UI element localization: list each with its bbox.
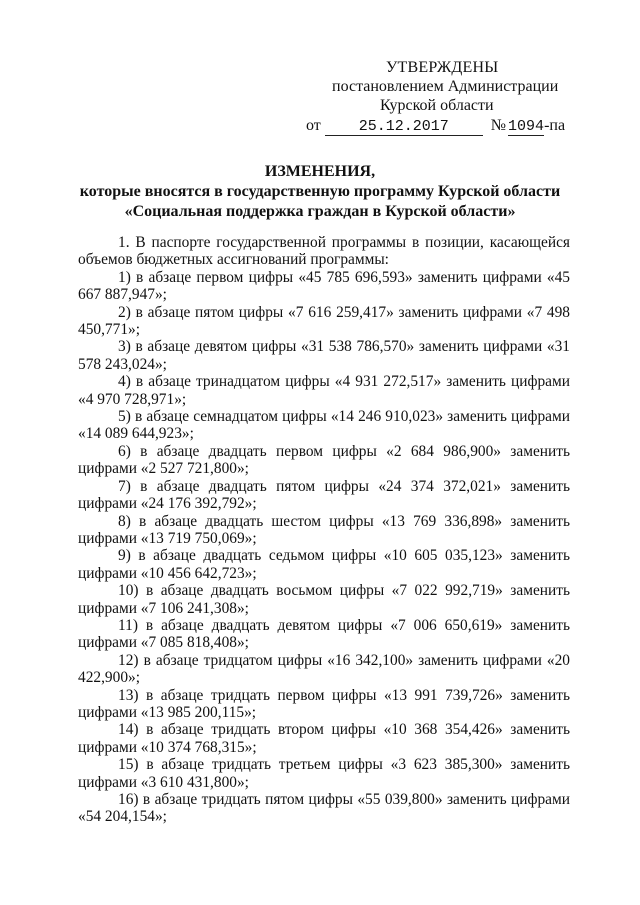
paragraph: 5) в абзаце семнадцатом цифры «14 246 910,023» заменить цифрами «14 089 644,923»; (78, 408, 570, 443)
approval-heading: УТВЕРЖДЕНЫ (386, 59, 499, 76)
document-body (78, 234, 570, 826)
approval-region-line: Курской области (380, 97, 494, 114)
document-title (60, 162, 580, 222)
title-heading: ИЗМЕНЕНИЯ, (264, 163, 376, 180)
paragraph: 16) в абзаце тридцать пятом цифры «55 039,800» заменить цифрами «54 204,154»; (78, 791, 570, 826)
approval-by-line: постановлением Администрации (332, 78, 559, 95)
paragraph: 8) в абзаце двадцать шестом цифры «13 769 336,898» заменить цифрами «13 719 750,069»; (78, 512, 570, 547)
title-line-2: «Социальная поддержка граждан в Курской области» (124, 203, 516, 220)
paragraph: 14) в абзаце тридцать втором цифры «10 368 354,426» заменить цифрами «10 374 768,315»; (78, 721, 570, 756)
paragraph: 9) в абзаце двадцать седьмом цифры «10 605 035,123» заменить цифрами «10 456 642,723»; (78, 547, 570, 582)
decree-date: 25.12.2017 (325, 119, 483, 136)
paragraph: 1. В паспорте государственной программы в позиции, касающейся объемов бюджетных ассигнований программы: (78, 234, 570, 269)
paragraph: 7) в абзаце двадцать пятом цифры «24 374 372,021» заменить цифрами «24 176 392,792»; (78, 477, 570, 513)
paragraph: 3) в абзаце девятом цифры «31 538 786,570» заменить цифрами «31 578 243,024»; (78, 338, 570, 373)
paragraph: 6) в абзаце двадцать первом цифры «2 684 986,900» заменить цифрами «2 527 721,800»; (78, 442, 570, 478)
approval-stamp (300, 58, 590, 136)
approval-date-row (300, 116, 590, 136)
number-prefix: № (490, 117, 507, 134)
paragraph: 10) в абзаце двадцать восьмом цифры «7 022 992,719» заменить цифрами «7 106 241,308»; (78, 582, 570, 617)
paragraph: 11) в абзаце двадцать девятом цифры «7 006 650,619» заменить цифрами «7 085 818,408»; (78, 616, 570, 652)
paragraph: 15) в абзаце тридцать третьем цифры «3 623 385,300» заменить цифрами «3 610 431,800»; (78, 756, 570, 791)
paragraph: 2) в абзаце пятом цифры «7 616 259,417» заменить цифрами «7 498 450,771»; (78, 303, 570, 339)
paragraph: 4) в абзаце тринадцатом цифры «4 931 272,517» заменить цифрами «4 970 728,971»; (78, 373, 570, 408)
decree-number: 1094 (508, 118, 545, 135)
paragraph: 12) в абзаце тридцатом цифры «16 342,100» заменить цифрами «20 422,900»; (78, 651, 570, 687)
paragraph: 13) в абзаце тридцать первом цифры «13 991 739,726» заменить цифрами «13 985 200,115»; (78, 686, 570, 721)
paragraph: 1) в абзаце первом цифры «45 785 696,593» заменить цифрами «45 667 887,947»; (78, 268, 570, 304)
date-prefix: от (306, 117, 321, 134)
number-suffix: -па (544, 117, 566, 134)
title-line-1: которые вносятся в государственную программу Курской области (79, 183, 561, 200)
